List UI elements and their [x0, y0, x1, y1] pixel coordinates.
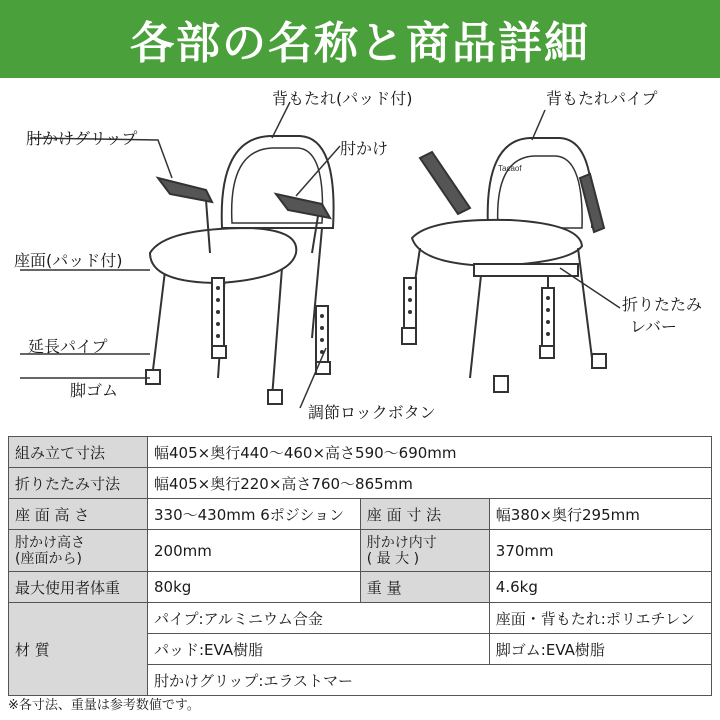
leader-fold-lever — [560, 268, 620, 308]
label-fold-lever-2: レバー — [630, 317, 677, 336]
spec-value: パッド:EVA樹脂 — [148, 634, 490, 665]
footnote: ※各寸法、重量は参考数値です。 — [8, 698, 200, 713]
label-leg-rubber: 脚ゴム — [70, 381, 119, 400]
label-armrest-grip: 肘かけグリップ — [26, 129, 138, 148]
spec-value: 80kg — [148, 572, 361, 603]
spec-label-line: (座面から) — [15, 550, 82, 567]
label-adjust-button: 調節ロックボタン — [308, 403, 436, 422]
spec-value: 330〜430mm 6ポジション — [148, 499, 361, 530]
spec-value: 脚ゴム:EVA樹脂 — [489, 634, 711, 665]
front-chair — [146, 136, 334, 404]
rear-chair — [402, 138, 606, 392]
spec-label: 最大使用者体重 — [9, 572, 148, 603]
spec-label-line: 肘かけ高さ — [15, 534, 85, 551]
spec-label: 組み立て寸法 — [9, 437, 148, 468]
spec-value: 200mm — [148, 530, 361, 572]
leader-adjust-button — [300, 348, 326, 408]
label-fold-lever-1: 折りたたみ — [622, 295, 703, 314]
spec-row-weight — [9, 572, 712, 603]
spec-value: 4.6kg — [489, 572, 711, 603]
spec-label: 材 質 — [9, 603, 148, 696]
spec-value: 幅405×奥行220×高さ760〜865mm — [148, 468, 712, 499]
spec-row-armrest — [9, 530, 712, 572]
spec-value: 370mm — [489, 530, 711, 572]
label-backrest-pipe: 背もたれパイプ — [546, 89, 658, 108]
spec-label: 座 面 高 さ — [9, 499, 148, 530]
leader-backrest-pipe — [532, 110, 545, 140]
spec-row-assembled — [9, 437, 712, 468]
spec-label-line: 肘かけ内寸 — [366, 534, 437, 551]
label-backrest-pad: 背もたれ(パッド付) — [272, 89, 413, 108]
spec-value: 肘かけグリップ:エラストマー — [148, 665, 712, 696]
label-extension-pipe: 延長パイプ — [28, 337, 108, 356]
title-banner — [0, 0, 720, 78]
brand-label: Tacaof — [498, 164, 522, 173]
spec-value: 幅380×奥行295mm — [489, 499, 711, 530]
spec-row-material-1 — [9, 603, 712, 634]
spec-label-line: ( 最 大 ) — [366, 550, 420, 567]
label-seat-pad: 座面(パッド付) — [14, 251, 123, 270]
page-title: 各部の名称と商品詳細 — [130, 18, 590, 69]
spec-value: 幅405×奥行440〜460×高さ590〜690mm — [148, 437, 712, 468]
spec-label: 座 面 寸 法 — [360, 499, 489, 530]
spec-label — [9, 530, 148, 572]
spec-label: 折りたたみ寸法 — [9, 468, 148, 499]
spec-table — [8, 436, 712, 696]
spec-row-folded — [9, 468, 712, 499]
spec-label: 重 量 — [360, 572, 489, 603]
spec-row-seat — [9, 499, 712, 530]
spec-value: 座面・背もたれ:ポリエチレン — [489, 603, 711, 634]
label-armrest: 肘かけ — [340, 139, 389, 158]
spec-label — [360, 530, 489, 572]
chair-diagram — [0, 78, 720, 430]
spec-value: パイプ:アルミニウム合金 — [148, 603, 490, 634]
